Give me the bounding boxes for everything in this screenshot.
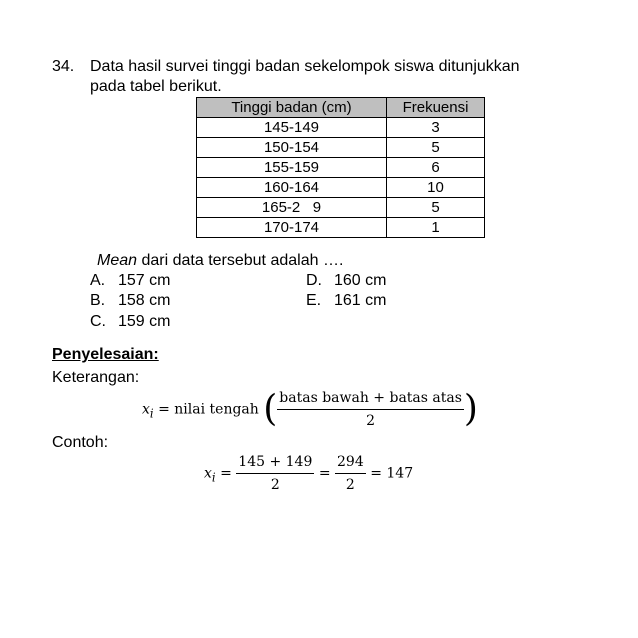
option-letter: D. — [306, 272, 322, 289]
cell-height: 165-2 9 — [197, 198, 387, 218]
frequency-table — [196, 97, 485, 238]
formula-equals: = — [220, 465, 232, 482]
prompt-rest: dari data tersebut adalah …. — [137, 252, 344, 269]
option-letter: B. — [90, 292, 106, 309]
question-prompt — [97, 252, 343, 270]
right-paren: ) — [463, 388, 478, 430]
left-paren: ( — [263, 388, 278, 430]
solution-heading: Penyelesaian: — [52, 346, 159, 363]
option-text: 161 cm — [334, 292, 387, 309]
cell-frequency: 10 — [387, 178, 485, 198]
cell-frequency: 5 — [387, 138, 485, 158]
option-letter: E. — [306, 292, 322, 309]
option-a — [90, 272, 170, 290]
fraction-numerator: 145 + 149 — [236, 454, 314, 474]
formula-subscript: i — [149, 406, 154, 421]
cell-height: 145-149 — [197, 118, 387, 138]
question-number: 34. — [52, 58, 75, 75]
option-e — [306, 292, 386, 310]
formula-text: nilai tengah — [174, 401, 259, 418]
option-text: 159 cm — [118, 313, 171, 330]
cell-frequency: 1 — [387, 218, 485, 238]
table-row — [197, 118, 485, 138]
cell-height: 155-159 — [197, 158, 387, 178]
table-row — [197, 218, 485, 238]
option-b — [90, 292, 170, 310]
formula-midpoint — [142, 390, 478, 429]
option-letter: A. — [90, 272, 106, 289]
table-row — [197, 178, 485, 198]
keterangan-label: Keterangan: — [52, 369, 140, 386]
table-row — [197, 138, 485, 158]
header-frequency: Frekuensi — [387, 98, 485, 118]
formula-variable: x — [142, 401, 150, 418]
fraction-denominator: 2 — [366, 413, 376, 429]
formula-fraction — [277, 390, 464, 429]
cell-height: 170-174 — [197, 218, 387, 238]
option-letter: C. — [90, 313, 106, 330]
header-height: Tinggi badan (cm) — [197, 98, 387, 118]
fraction-numerator: batas bawah + batas atas — [277, 390, 464, 410]
example-fraction-1 — [236, 454, 314, 493]
contoh-label: Contoh: — [52, 434, 109, 451]
formula-example — [204, 454, 413, 493]
option-d — [306, 272, 386, 290]
formula-variable: x — [204, 465, 212, 482]
option-text: 158 cm — [118, 292, 171, 309]
cell-frequency: 5 — [387, 198, 485, 218]
example-fraction-2 — [335, 454, 366, 493]
table-row — [197, 198, 485, 218]
question-text-line-2: pada tabel berikut. — [90, 78, 222, 95]
formula-result: 147 — [386, 465, 414, 482]
table-row — [197, 158, 485, 178]
formula-subscript: i — [211, 470, 216, 485]
option-text: 157 cm — [118, 272, 171, 289]
fraction-denominator: 2 — [345, 477, 355, 493]
cell-frequency: 6 — [387, 158, 485, 178]
cell-height: 150-154 — [197, 138, 387, 158]
question-text-line-1: Data hasil survei tinggi badan sekelompok siswa ditunjukkan — [90, 58, 520, 75]
fraction-numerator: 294 — [335, 454, 366, 474]
option-text: 160 cm — [334, 272, 387, 289]
formula-equals: = — [158, 401, 170, 418]
prompt-italic: Mean — [97, 252, 138, 269]
formula-equals: = — [370, 465, 382, 482]
cell-height: 160-164 — [197, 178, 387, 198]
option-c — [90, 313, 170, 331]
cell-frequency: 3 — [387, 118, 485, 138]
table-header-row — [197, 98, 485, 118]
fraction-denominator: 2 — [270, 477, 280, 493]
formula-equals: = — [318, 465, 331, 482]
